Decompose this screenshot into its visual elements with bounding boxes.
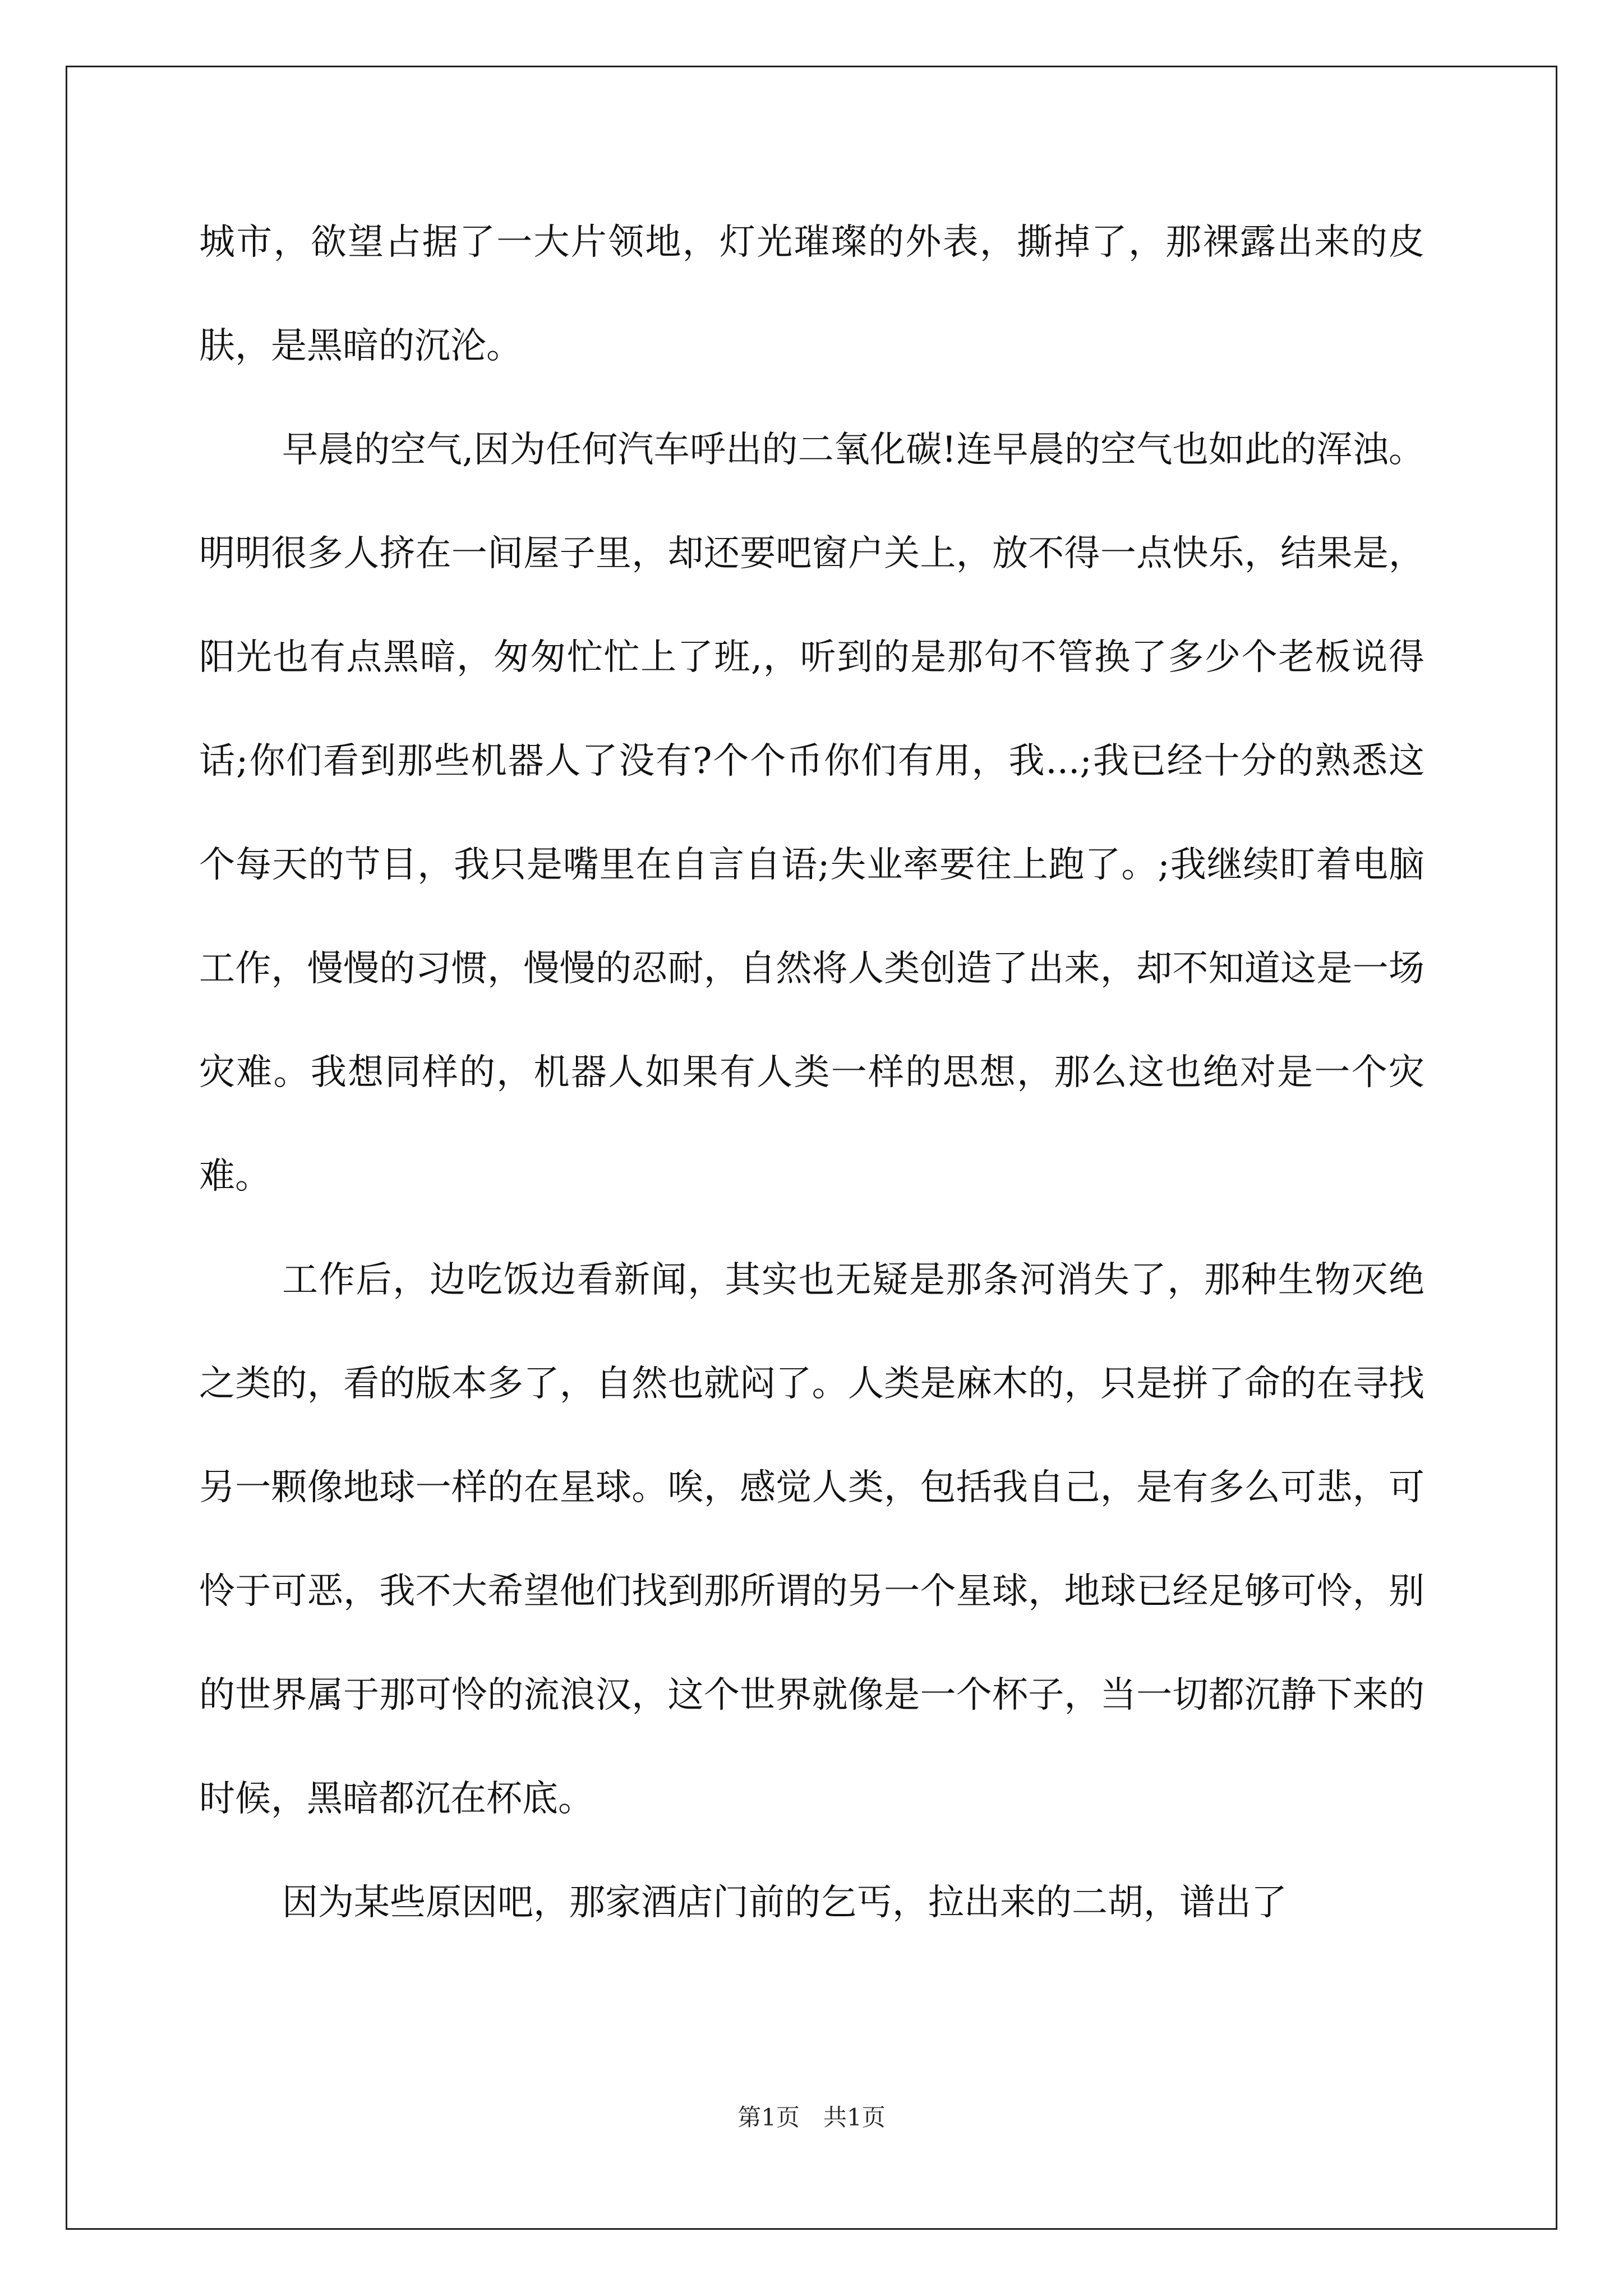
paragraph-1: 城市，欲望占据了一大片领地，灯光璀璨的外表，撕掉了，那裸露出来的皮肤，是黑暗的沉沦。 xyxy=(199,222,1424,367)
document-body xyxy=(199,191,1424,1955)
paragraph-4: 因为某些原因吧，那家酒店门前的乞丐，拉出来的二胡，谱出了 xyxy=(282,1882,1287,1924)
paragraph-2: 早晨的空气,因为任何汽车呼出的二氧化碳!连早晨的空气也如此的浑浊。明明很多人挤在一间屋子里，却还要吧窗户关上，放不得一点快乐，结果是，阳光也有点黑暗，匆匆忙忙上了班,，听到的是那句不管换了多少个老板说得话;你们看到那些机器人了没有?个个币你们有用，我...;我已经十分的熟悉这个每天的节目，我只是嘴里在自言自语;失业率要往上跑了。;我继续盯着电脑工作，慢慢的习惯，慢慢的忍耐，自然将人类创造了出来，却不知道这是一场灾难。我想同样的，机器人如果有人类一样的思想，那么这也绝对是一个灾难。 xyxy=(199,429,1424,1197)
page-number-footer: 第1页 共1页 xyxy=(737,2104,886,2131)
paragraph-3: 工作后，边吃饭边看新闻，其实也无疑是那条河消失了，那种生物灭绝之类的，看的版本多了，自然也就闷了。人类是麻木的，只是拼了命的在寻找另一颗像地球一样的在星球。唉，感觉人类，包括我自己，是有多么可悲，可怜于可恶，我不大希望他们找到那所谓的另一个星球，地球已经足够可怜，别的世界属于那可怜的流浪汉，这个世界就像是一个杯子，当一切都沉静下来的时候，黑暗都沉在杯底。 xyxy=(199,1259,1424,1820)
